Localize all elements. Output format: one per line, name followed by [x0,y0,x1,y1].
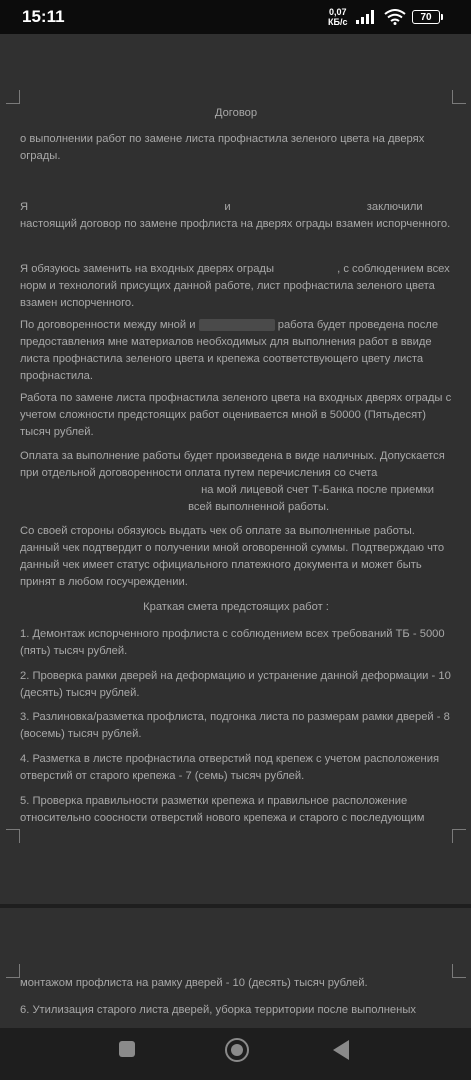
redacted-text [20,484,198,496]
paragraph-obligation: Я обязуюсь заменить на входных дверях ограды , с соблюдением всех норм и технологий присущих данной работе, лист профнастила зеленого цвета взамен испорченного. [20,263,450,309]
crop-mark [452,964,466,978]
paragraph-agreement: По договоренности между мной и работа будет проведена после предоставления мне материалов необходимых для выполнения работ в ввиде листа профнастила зеленого цвета и крепежа соответствующего цвету листа профнастила. [20,319,439,382]
battery-icon: 70 [412,10,440,24]
paragraph-subject: о выполнении работ по замене листа профнастила зеленого цвета на дверях ограды. [20,133,425,162]
estimate-item: 5. Проверка правильности разметки крепежа и правильное расположение относительно соосности отверстий нового крепежа и старого с последующим [20,795,425,824]
document-line: монтажом профлиста на рамку дверей - 10 (десять) тысяч рублей. [20,977,368,989]
estimate-item: 1. Демонтаж испорченного профлиста с соблюдением всех требований ТБ - 5000 (пять) тысяч рублей. [20,628,445,657]
crop-mark [6,90,20,104]
redacted-text [199,319,275,331]
wifi-icon [384,9,406,25]
document-line: 6. Утилизация старого листа дверей, уборка территории после выполненых [20,1004,416,1016]
navigation-bar [0,1028,471,1080]
redacted-text [20,501,185,513]
estimate-heading: Краткая смета предстоящих работ : [143,601,329,613]
document-page-2[interactable] [0,908,471,1028]
home-icon-dot [231,1044,243,1056]
paragraph-receipt: Со своей стороны обязуюсь выдать чек об оплате за выполненные работы. данный чек подтвердит о получении мной оговоренной суммы. Подтверждаю что данный чек имеет статус официального платежного документа и может быть принят в любом госучреждении. [20,525,445,588]
estimate-item: 4. Разметка в листе профнастила отверстий под крепеж с учетом расположения отверстий от старого крепежа - 7 (семь) тысяч рублей. [20,753,440,782]
estimate-item: 3. Разлиновка/разметка профлиста, подгонка листа по размерам рамки дверей - 8 (восемь) тысяч рублей. [20,711,450,740]
signal-icon [356,10,378,24]
redacted-text [277,263,337,275]
paragraph-estimate: Работа по замене листа профнастила зеленого цвета на входных дверях ограды с учетом сложности предстоящих работ оценивается мной в 50000 (Пятьдесят) тысяч рублей. [20,392,452,438]
recent-apps-icon[interactable] [119,1041,135,1057]
redacted-text [234,201,364,213]
estimate-item: 2. Проверка рамки дверей на деформацию и устранение данной деформации - 10 (десять) тысяч рублей. [20,670,451,699]
document-title: Договор [214,107,258,119]
battery-tip [441,14,443,20]
redacted-text [31,201,221,213]
clock: 15:11 [22,7,65,26]
document-page-1[interactable] [0,34,471,904]
crop-mark [6,829,20,843]
status-bar [0,0,471,34]
crop-mark [452,90,466,104]
paragraph-parties: Я и заключили настоящий договор по замене профлиста на дверях ограды взамен испорченного. [20,201,451,230]
crop-mark [6,964,20,978]
crop-mark [452,829,466,843]
paragraph-payment: Оплата за выполнение работы будет произведена в виде наличных. Допускается при отдельной договоренности оплата путем перечисления со счета на мой лицевой счет Т-Банка после приемки всей выполненной работы. [20,450,445,513]
network-speed: 0,07 КБ/с [328,7,348,27]
back-icon[interactable] [333,1040,349,1060]
